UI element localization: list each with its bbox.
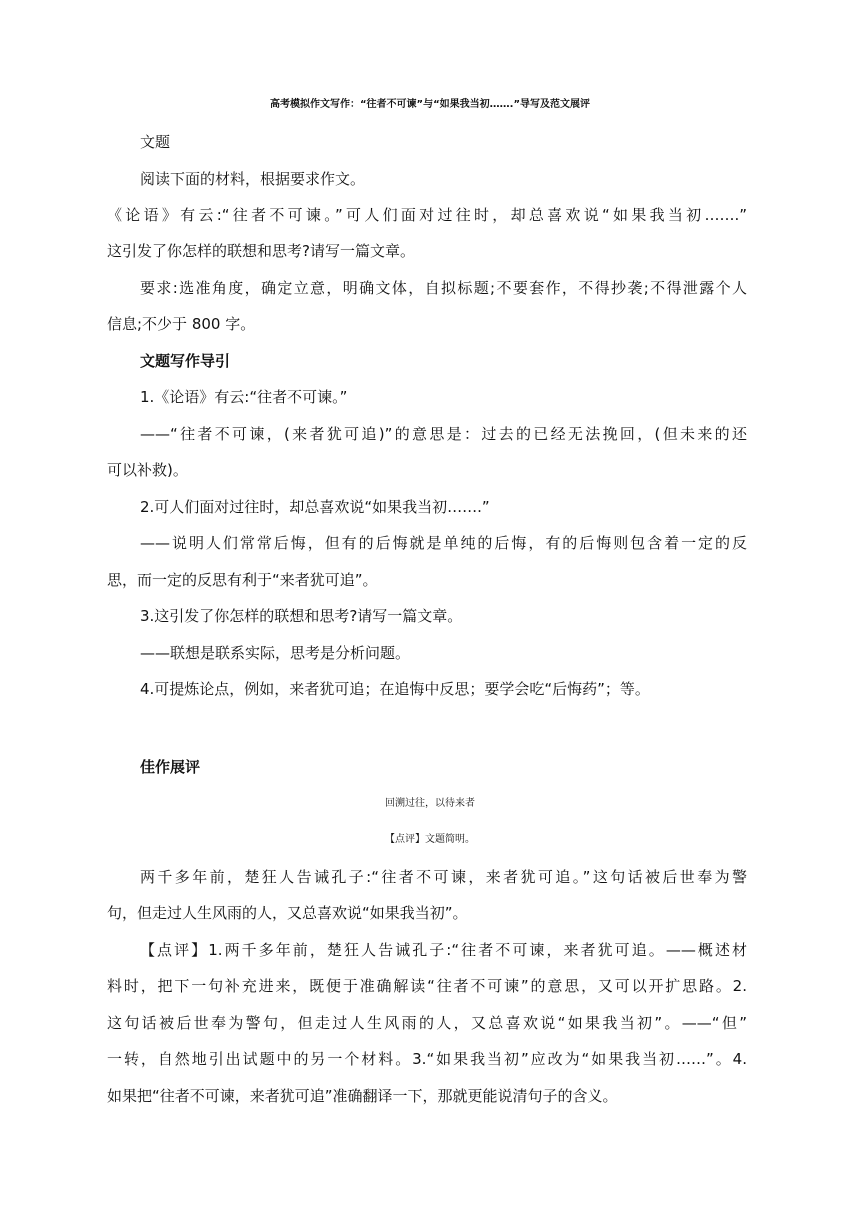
guide-point-4: 4.可提炼论点，例如，来者犹可追；在追悔中反思；要学会吃“后悔药”；等。 bbox=[140, 680, 650, 698]
document-title: 高考模拟作文写作：“往者不可谏”与“如果我当初…….”导写及范文展评 bbox=[269, 99, 591, 110]
essay-title-comment: 【点评】文题简明。 bbox=[385, 834, 475, 845]
essay-para1-line2: 句，但走过人生风雨的人，又总喜欢说“如果我当初”。 bbox=[107, 904, 468, 922]
essay-heading: 佳作展评 bbox=[140, 758, 201, 776]
guide-heading: 文题写作导引 bbox=[140, 352, 231, 370]
essay-comment2-line2: 料时，把下一句补充进来，既便于准确解读“往者不可谏”的意思，又可以开扩思路。2. bbox=[107, 977, 747, 995]
guide-point-1: 1.《论语》有云:“往者不可谏。” bbox=[140, 388, 348, 406]
guide-point-2-note-line2: 思，而一定的反思有利于“来者犹可追”。 bbox=[107, 571, 378, 589]
essay-comment2-line1: 【点评】1.两千多年前，楚狂人告诫孔子:“往者不可谏，来者犹可追。——概述材 bbox=[140, 941, 747, 959]
guide-point-3: 3.这引发了你怎样的联想和思考?请写一篇文章。 bbox=[140, 607, 463, 625]
guide-point-2-note-line1: ——说明人们常常后悔，但有的后悔就是单纯的后悔，有的后悔则包含着一定的反 bbox=[140, 534, 747, 552]
prompt-requirement-line1: 要求:选准角度，确定立意，明确文体，自拟标题;不要套作，不得抄袭;不得泄露个人 bbox=[140, 279, 747, 297]
prompt-requirement-line2: 信息;不少于 800 字。 bbox=[107, 315, 256, 333]
prompt-heading: 文题 bbox=[140, 133, 171, 151]
guide-point-2: 2.可人们面对过往时，却总喜欢说“如果我当初…….” bbox=[140, 498, 490, 516]
essay-comment2-line4: 一转，自然地引出试题中的另一个材料。3.“如果我当初”应改为“如果我当初……”。4. bbox=[107, 1050, 747, 1068]
essay-title: 回溯过往，以待来者 bbox=[385, 798, 475, 809]
essay-para1-line1: 两千多年前，楚狂人告诫孔子:“往者不可谏，来者犹可追。”这句话被后世奉为警 bbox=[140, 868, 747, 886]
prompt-material-line1: 《论语》有云:“往者不可谏。”可人们面对过往时，却总喜欢说“如果我当初…….” bbox=[107, 206, 747, 224]
essay-comment2-line3: 这句话被后世奉为警句，但走过人生风雨的人，又总喜欢说“如果我当初”。——“但” bbox=[107, 1014, 747, 1032]
prompt-material-line2: 这引发了你怎样的联想和思考?请写一篇文章。 bbox=[107, 242, 415, 260]
prompt-intro: 阅读下面的材料，根据要求作文。 bbox=[140, 170, 366, 188]
guide-point-3-note: ——联想是联系实际，思考是分析问题。 bbox=[140, 644, 411, 662]
guide-point-1-note-line2: 可以补救)。 bbox=[107, 461, 188, 479]
guide-point-1-note-line1: ——“往者不可谏，(来者犹可追)”的意思是：过去的已经无法挽回，(但未来的还 bbox=[140, 425, 747, 443]
essay-comment2-line5: 如果把“往者不可谏，来者犹可追”准确翻译一下，那就更能说清句子的含义。 bbox=[107, 1087, 618, 1105]
